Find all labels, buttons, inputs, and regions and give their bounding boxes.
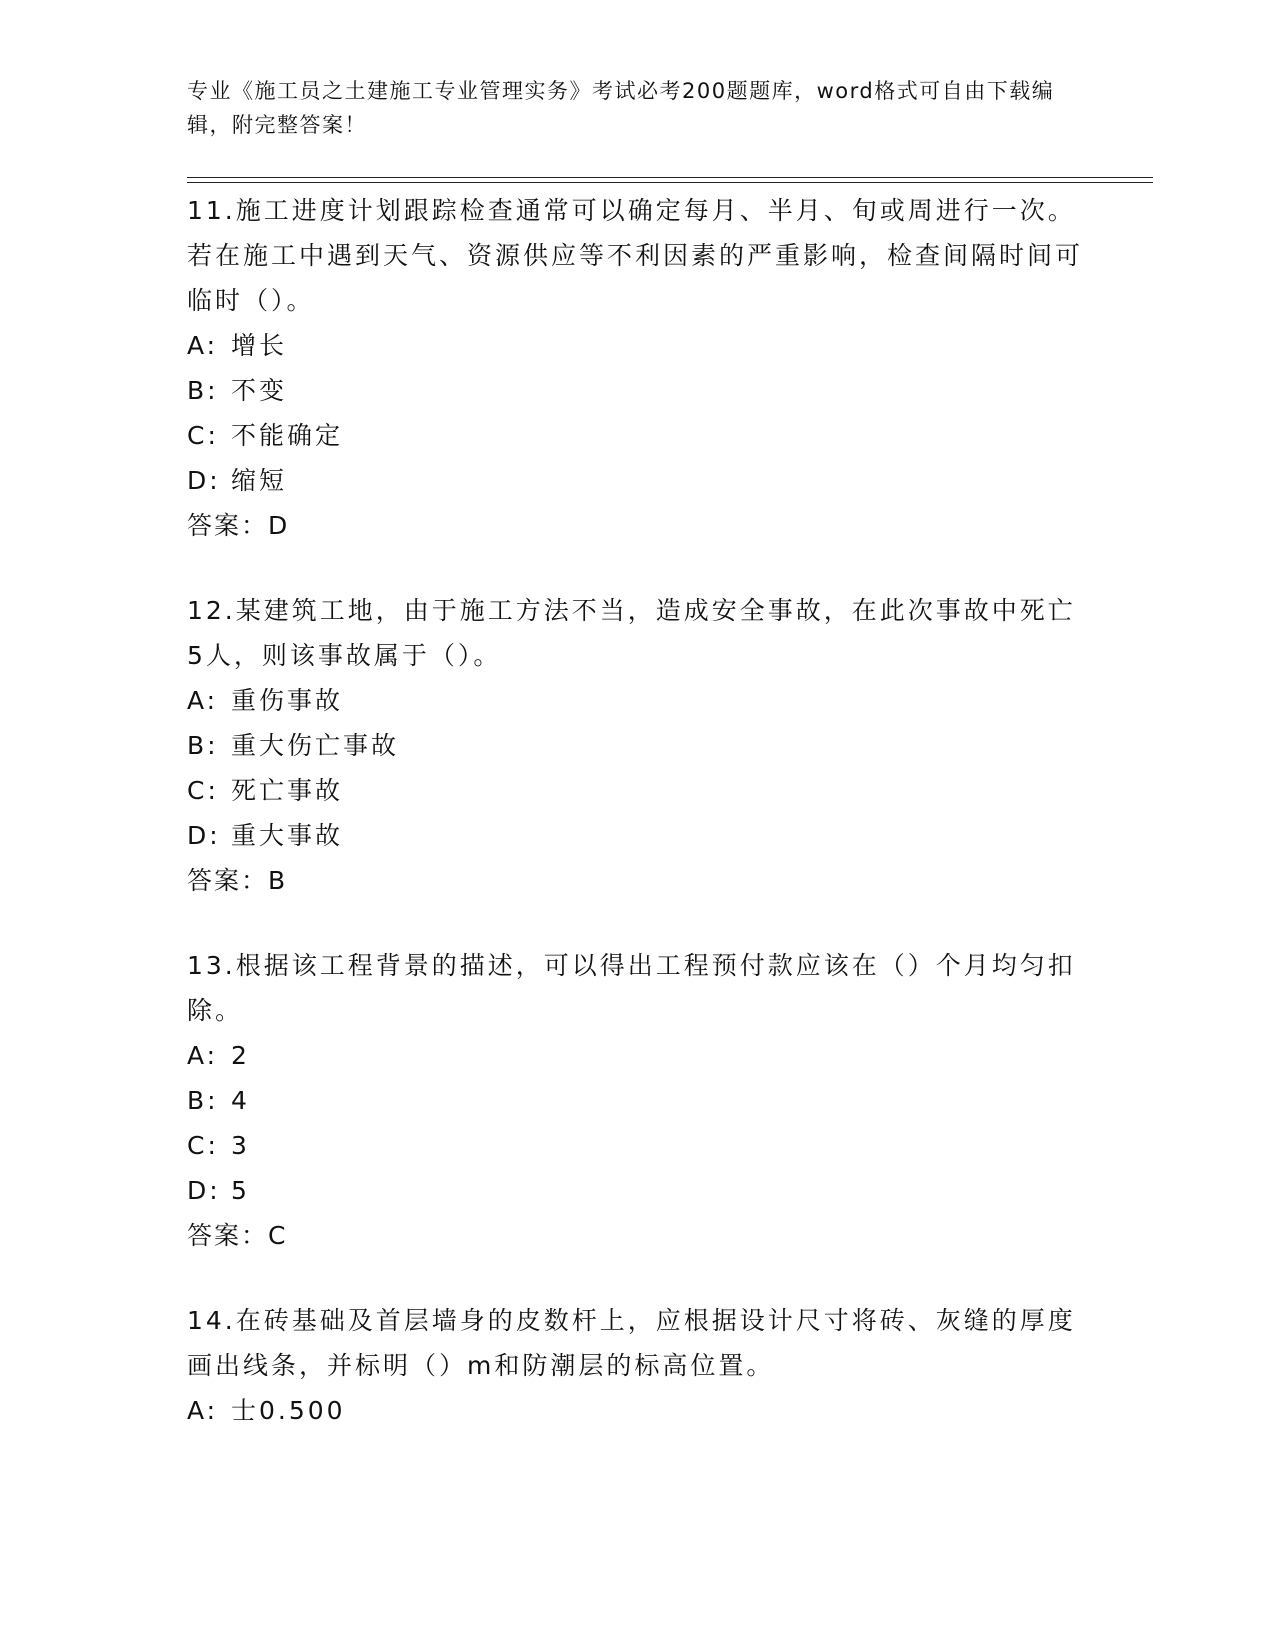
question-item bbox=[187, 1298, 1087, 1433]
option-text: 3 bbox=[231, 1131, 250, 1160]
question-list bbox=[187, 188, 1087, 1473]
option-b bbox=[187, 368, 1087, 413]
option-c bbox=[187, 1123, 1087, 1168]
option-letter: C: bbox=[187, 421, 219, 450]
option-text: 重大事故 bbox=[231, 821, 344, 850]
option-text: 不能确定 bbox=[231, 421, 344, 450]
header-rule-top bbox=[187, 177, 1153, 178]
option-c bbox=[187, 768, 1087, 813]
option-letter: A: bbox=[187, 1041, 219, 1070]
answer-line: 答案：D bbox=[187, 511, 290, 540]
option-letter: D: bbox=[187, 466, 221, 495]
question-item bbox=[187, 943, 1087, 1258]
option-a bbox=[187, 323, 1087, 368]
option-b bbox=[187, 1078, 1087, 1123]
option-text: 增长 bbox=[231, 331, 288, 360]
option-text: 死亡事故 bbox=[231, 776, 344, 805]
question-stem: 14.在砖基础及首层墙身的皮数杆上，应根据设计尺寸将砖、灰缝的厚度画出线条，并标明（）m和防潮层的标高位置。 bbox=[187, 1306, 1076, 1380]
option-letter: D: bbox=[187, 821, 221, 850]
option-text: 5 bbox=[231, 1176, 250, 1205]
question-item bbox=[187, 588, 1087, 903]
option-letter: B: bbox=[187, 1086, 219, 1115]
option-text: 2 bbox=[231, 1041, 250, 1070]
answer-line: 答案：B bbox=[187, 866, 288, 895]
option-d bbox=[187, 813, 1087, 858]
option-a bbox=[187, 1033, 1087, 1078]
option-text: 缩短 bbox=[231, 466, 288, 495]
question-stem: 12.某建筑工地，由于施工方法不当，造成安全事故，在此次事故中死亡5人，则该事故属于（）。 bbox=[187, 596, 1076, 670]
option-letter: B: bbox=[187, 731, 219, 760]
header-rule-bottom bbox=[187, 182, 1153, 183]
option-letter: C: bbox=[187, 1131, 219, 1160]
question-stem: 11.施工进度计划跟踪检查通常可以确定每月、半月、旬或周进行一次。若在施工中遇到天气、资源供应等不利因素的严重影响，检查间隔时间可临时（）。 bbox=[187, 196, 1084, 315]
option-text: 4 bbox=[231, 1086, 250, 1115]
option-text: 重大伤亡事故 bbox=[231, 731, 400, 760]
option-text: 士0.500 bbox=[231, 1396, 346, 1425]
question-stem: 13.根据该工程背景的描述，可以得出工程预付款应该在（）个月均匀扣除。 bbox=[187, 951, 1076, 1025]
option-text: 重伤事故 bbox=[231, 686, 344, 715]
option-letter: D: bbox=[187, 1176, 221, 1205]
option-letter: B: bbox=[187, 376, 219, 405]
document-header: 专业《施工员之土建施工专业管理实务》考试必考200题题库，word格式可自由下载编辑，附完整答案！ bbox=[187, 79, 1055, 137]
option-d bbox=[187, 458, 1087, 503]
option-d bbox=[187, 1168, 1087, 1213]
option-letter: A: bbox=[187, 331, 219, 360]
option-letter: A: bbox=[187, 686, 219, 715]
option-a bbox=[187, 678, 1087, 723]
option-c bbox=[187, 413, 1087, 458]
question-item bbox=[187, 188, 1087, 548]
option-text: 不变 bbox=[231, 376, 288, 405]
option-letter: A: bbox=[187, 1396, 219, 1425]
option-b bbox=[187, 723, 1087, 768]
answer-line: 答案：C bbox=[187, 1221, 288, 1250]
option-letter: C: bbox=[187, 776, 219, 805]
option-a bbox=[187, 1388, 1087, 1433]
